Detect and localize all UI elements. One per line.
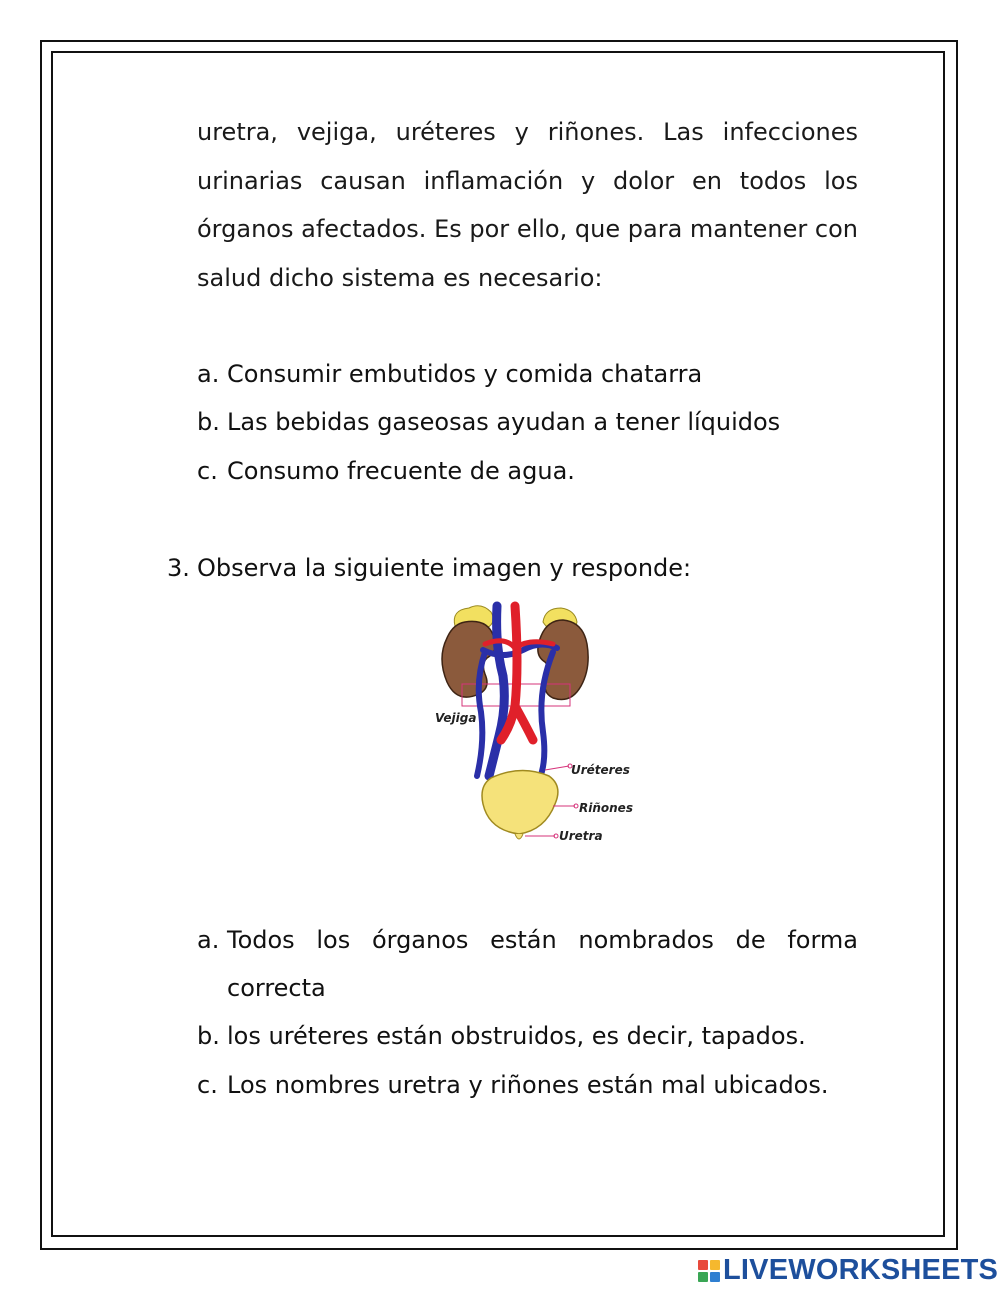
urinary-system-diagram: [425, 598, 640, 848]
pointer-ureteres: [545, 766, 569, 770]
q3-option-c[interactable]: [197, 1061, 829, 1109]
option-letter: c.: [197, 1071, 218, 1099]
option-text: Consumo frecuente de agua.: [227, 457, 575, 485]
question-3-prompt: [167, 544, 691, 592]
option-letter: b.: [197, 1022, 220, 1050]
option-letter: c.: [197, 457, 218, 485]
option-letter: a.: [197, 360, 220, 388]
q2-option-c[interactable]: [197, 447, 575, 495]
bladder: [482, 770, 558, 834]
option-text-line1: Todos los órganos están nombrados de forma: [227, 926, 858, 954]
option-letter: b.: [197, 408, 220, 436]
option-letter: a.: [197, 926, 220, 954]
brand-logo-icon: [698, 1260, 720, 1282]
paragraph-line: salud dicho sistema es necesario:: [197, 263, 603, 292]
option-text: Consumir embutidos y comida chatarra: [227, 360, 703, 388]
label-vejiga: Vejiga: [435, 711, 477, 725]
q3-option-a[interactable]: [197, 916, 858, 1012]
brand-name: LIVEWORKSHEETS: [723, 1254, 999, 1286]
label-uretra: Uretra: [559, 829, 603, 843]
option-text: Las bebidas gaseosas ayudan a tener líquidos: [227, 408, 781, 436]
paragraph-line: órganos afectados. Es por ello, que para mantener con: [197, 215, 858, 243]
kidney-left: [442, 621, 495, 697]
label-ureteres: Uréteres: [571, 763, 630, 777]
urethra-tip: [515, 834, 523, 839]
q3-option-b[interactable]: [197, 1012, 806, 1060]
question-number: 3.: [167, 554, 190, 582]
question-text: Observa la siguiente imagen y responde:: [197, 554, 692, 582]
q2-option-a[interactable]: [197, 350, 702, 398]
option-text-line2: correcta: [227, 974, 326, 1002]
q2-option-b[interactable]: [197, 398, 780, 446]
option-text: los uréteres están obstruidos, es decir, tapados.: [227, 1022, 806, 1050]
paragraph-line: urinarias causan inflamación y dolor en todos los: [197, 166, 858, 195]
label-rinones: Riñones: [579, 801, 633, 815]
intro-paragraph: [197, 108, 858, 302]
paragraph-line: uretra, vejiga, uréteres y riñones. Las infecciones: [197, 118, 858, 146]
liveworksheets-logo[interactable]: [698, 1254, 998, 1287]
option-text: Los nombres uretra y riñones están mal ubicados.: [227, 1071, 829, 1099]
